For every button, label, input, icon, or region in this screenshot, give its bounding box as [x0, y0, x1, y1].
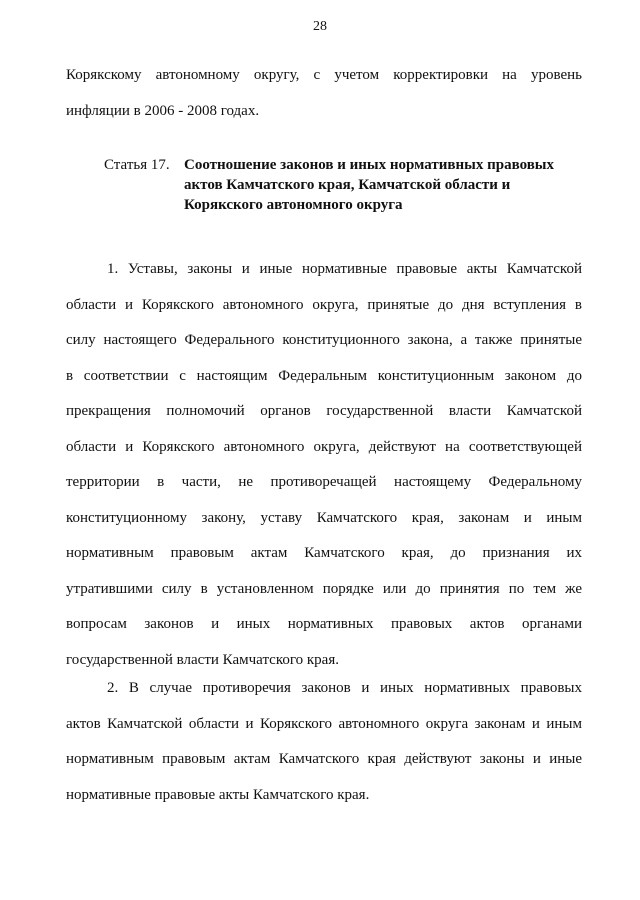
text-line: инфляции в 2006 - 2008 годах. [66, 102, 260, 119]
article-heading [104, 155, 584, 215]
text-line: утратившими силу в установленном порядке или до принятия по тем же [66, 580, 582, 597]
article-title-line: Соотношение законов и иных нормативных правовых [184, 157, 555, 173]
text-line: государственной власти Камчатского края. [66, 651, 339, 668]
text-line: области и Корякского автономного округа, действуют на соответствующей [66, 438, 582, 455]
text-line: Корякскому автономному округу, с учетом корректировки на уровень [66, 67, 582, 83]
text-line: прекращения полномочий органов государственной власти Камчатской [66, 403, 582, 419]
text-line: нормативные правовые акты Камчатского края. [66, 786, 370, 803]
text-line: территории в части, не противоречащей настоящему Федеральному [66, 474, 582, 490]
text-line: в соответствии с настоящим Федеральным конституционным законом до [66, 367, 582, 384]
text-line: 1. Уставы, законы и иные нормативные правовые акты Камчатской [107, 261, 582, 277]
text-line: актов Камчатской области и Корякского автономного округа законам и иным [66, 715, 582, 732]
continued-paragraph [66, 58, 582, 129]
article-label: Статья 17. [104, 157, 170, 173]
text-line: силу настоящего Федерального конституционного закона, а также принятые [66, 332, 582, 348]
text-line: нормативным правовым актам Камчатского края действуют законы и иные [66, 751, 582, 767]
paragraph-2 [66, 671, 582, 813]
text-line: 2. В случае противоречия законов и иных нормативных правовых [107, 680, 582, 696]
text-line: конституционному закону, уставу Камчатского края, законам и иным [66, 509, 582, 526]
text-line: области и Корякского автономного округа, принятые до дня вступления в [66, 296, 582, 313]
text-line: вопросам законов и иных нормативных правовых актов органами [66, 616, 582, 632]
article-title-line: актов Камчатского края, Камчатской области и [184, 177, 511, 193]
paragraph-1 [66, 252, 582, 678]
page-number: 28 [313, 19, 327, 34]
text-line: нормативным правовым актам Камчатского края, до признания их [66, 545, 582, 561]
article-title-line: Корякского автономного округа [184, 197, 403, 213]
